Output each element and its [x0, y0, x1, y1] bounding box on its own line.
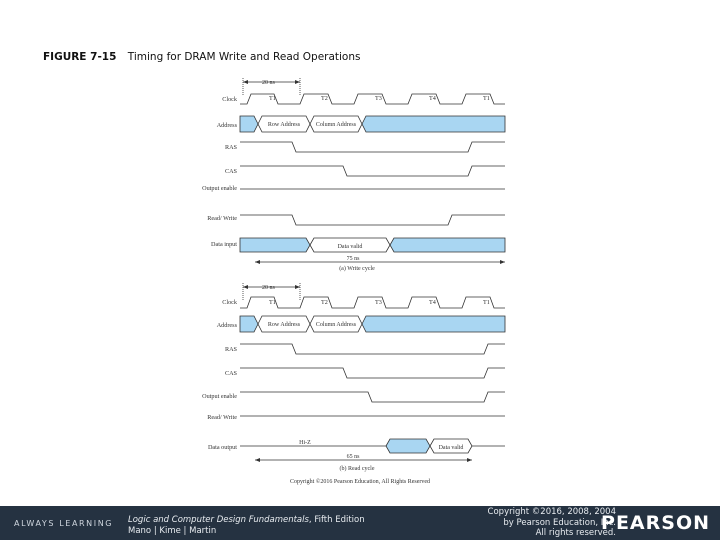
read-clock-waveform	[240, 297, 505, 308]
read-address-invalid-end	[362, 316, 505, 332]
footer-authors: Mano | Kime | Martin	[128, 526, 217, 536]
read-signal-output-enable: Output enable	[202, 393, 237, 400]
write-address-invalid-end	[362, 116, 505, 132]
read-clock-t2: T2	[321, 299, 328, 306]
write-signal-cas: CAS	[224, 168, 237, 175]
write-clock-t2: T2	[321, 95, 328, 102]
read-column-address-label: Column Address	[315, 322, 357, 328]
read-hiz-label: Hi-Z	[299, 440, 311, 446]
footer-bar	[0, 506, 720, 540]
figure-copyright: Copyright ©2016 Pearson Education, All Rights Reserved	[289, 479, 431, 485]
read-cycle	[240, 283, 505, 462]
write-signal-read-write: Read/ Write	[207, 215, 237, 222]
write-signal-clock: Clock	[222, 96, 237, 103]
write-caption: (a) Write cycle	[339, 266, 375, 272]
write-data-valid-label: Data valid	[337, 244, 363, 250]
read-row-address-label: Row Address	[267, 322, 301, 328]
write-data-invalid-start	[240, 238, 310, 252]
write-clock-t1-next: T1	[483, 95, 490, 102]
footer-copyright-line1: Copyright ©2016, 2008, 2004	[487, 507, 616, 517]
read-signal-ras: RAS	[224, 346, 237, 353]
footer-copyright-line3: All rights reserved.	[535, 528, 616, 538]
write-signal-output-enable: Output enable	[202, 185, 237, 192]
write-clock-t1: T1	[269, 95, 276, 102]
write-duration-label: 75 ns	[346, 256, 360, 262]
write-cas-waveform	[240, 166, 505, 176]
read-cas-waveform	[240, 368, 505, 378]
read-clock-t1: T1	[269, 299, 276, 306]
write-data-invalid-end	[390, 238, 505, 252]
write-clock-waveform	[240, 94, 505, 104]
footer-brand: ALWAYS LEARNING	[14, 519, 114, 528]
write-column-address-label: Column Address	[315, 122, 357, 128]
write-signal-data-input: Data input	[211, 241, 237, 248]
write-row-address-label: Row Address	[267, 122, 301, 128]
footer-edition: , Fifth Edition	[308, 515, 365, 525]
write-period-label: 20 ns	[262, 80, 275, 86]
write-rw-waveform	[240, 215, 505, 225]
read-signal-data-output: Data output	[207, 444, 237, 451]
read-data-valid-label: Data valid	[438, 445, 464, 451]
read-signal-read-write: Read/ Write	[207, 414, 237, 421]
footer-copyright	[488, 507, 616, 539]
read-signal-address: Address	[216, 322, 237, 329]
write-address-invalid-start	[240, 116, 258, 132]
read-data-invalid-bus	[386, 439, 430, 453]
read-caption: (b) Read cycle	[339, 466, 375, 472]
read-signal-cas: CAS	[224, 370, 237, 377]
read-address-invalid-start	[240, 316, 258, 332]
read-clock-t3: T3	[375, 299, 382, 306]
read-output-enable-waveform	[240, 392, 505, 402]
figure-title: Timing for DRAM Write and Read Operations	[127, 51, 361, 63]
write-cycle	[240, 78, 505, 264]
read-duration-label: 65 ns	[346, 454, 360, 460]
footer-book-info	[128, 515, 365, 537]
pearson-logo: PEARSON	[601, 512, 710, 534]
read-period-label: 20 ns	[262, 285, 275, 291]
write-clock-t3: T3	[375, 95, 382, 102]
figure-label: FIGURE 7-15	[43, 51, 117, 63]
write-clock-t4: T4	[429, 95, 436, 102]
write-signal-ras: RAS	[224, 144, 237, 151]
read-ras-waveform	[240, 344, 505, 354]
read-clock-t1-next: T1	[483, 299, 490, 306]
read-signal-clock: Clock	[222, 299, 237, 306]
footer-copyright-line2: by Pearson Education, Inc.	[503, 517, 616, 528]
footer-book-title: Logic and Computer Design Fundamentals	[128, 515, 309, 525]
read-clock-t4: T4	[429, 299, 436, 306]
write-signal-address: Address	[216, 122, 237, 129]
write-ras-waveform	[240, 142, 505, 152]
